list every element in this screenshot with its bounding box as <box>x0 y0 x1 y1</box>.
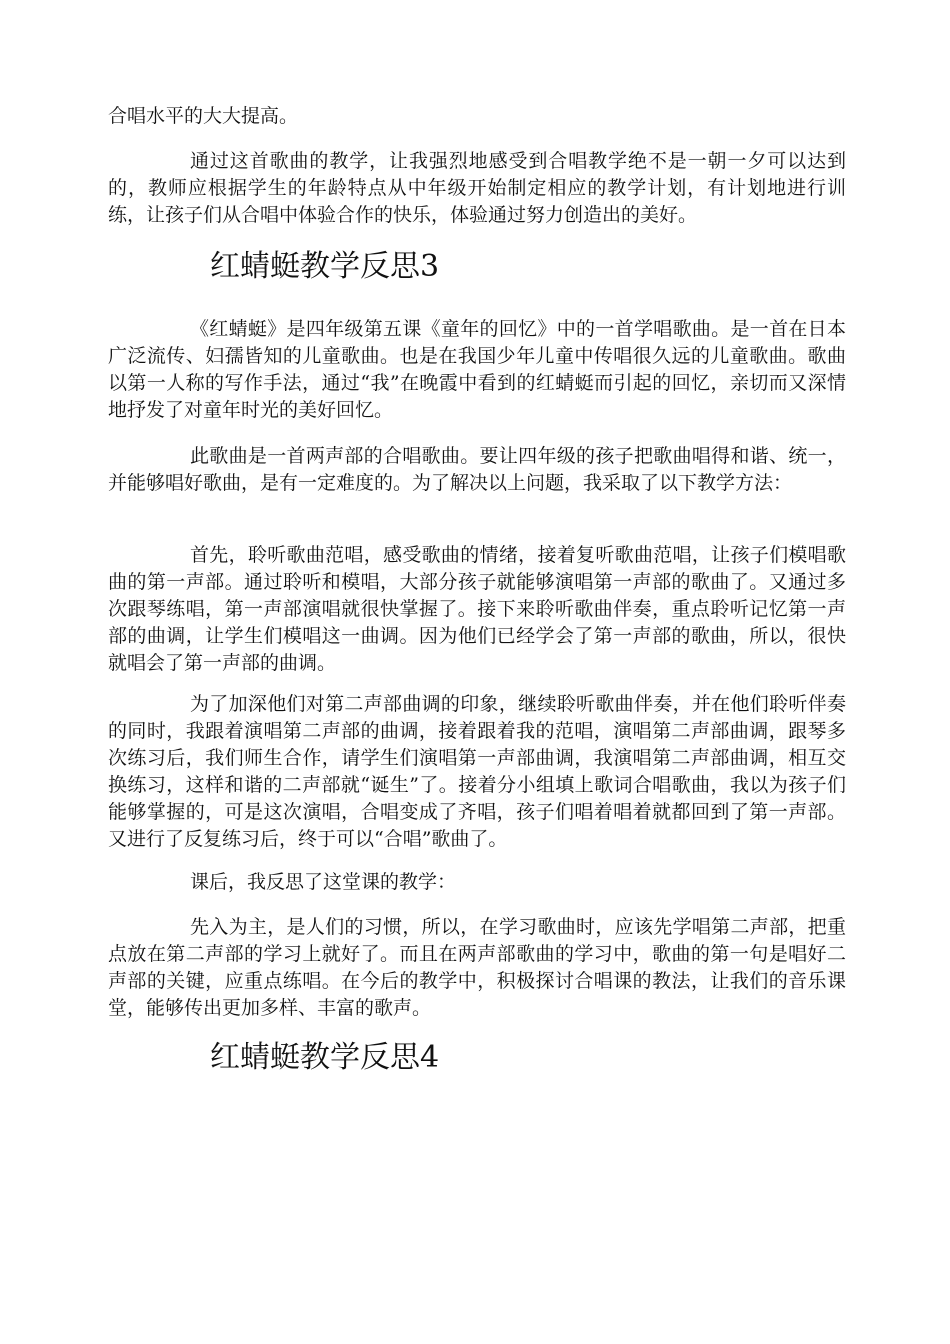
paragraph-method-second: 为了加深他们对第二声部曲调的印象，继续聆听歌曲伴奏，并在他们聆听伴奏的同时，我跟着演唱第二声部的曲调，接着跟着我的范唱，演唱第二声部曲调，跟琴多次练习后，我们师生合作，请学生们演唱第一声部曲调，我演唱第二声部曲调，相互交换练习，这样和谐的二声部就“诞生”了。接着分小组填上歌词合唱歌曲，我以为孩子们能够掌握的，可是这次演唱，合唱变成了齐唱，孩子们唱着唱着就都回到了第一声部。又进行了反复练习后，终于可以“合唱”歌曲了。 <box>108 693 846 850</box>
paragraph-reflection-intro: 课后，我反思了这堂课的教学： <box>190 871 457 893</box>
paragraph-continuation: 合唱水平的大大提高。 <box>108 105 299 127</box>
paragraph-intro: 《红蜻蜓》是四年级第五课《童年的回忆》中的一首学唱歌曲。是一首在日本广泛流传、妇孺皆知的儿童歌曲。也是在我国少年儿童中传唱很久远的儿童歌曲。歌曲以第一人称的写作手法，通过“我”在晚霞中看到的红蜻蜓而引起的回忆，亲切而又深情地抒发了对童年时光的美好回忆。 <box>108 318 846 421</box>
section-heading-4: 红蜻蜓教学反思4 <box>210 1040 440 1075</box>
section-heading-3: 红蜻蜓教学反思3 <box>210 249 440 284</box>
paragraph-reflection: 先入为主，是人们的习惯，所以，在学习歌曲时，应该先学唱第二声部，把重点放在第二声部的学习上就好了。而且在两声部歌曲的学习中，歌曲的第一句是唱好二声部的关键，应重点练唱。在今后的教学中，积极探讨合唱课的教法，让我们的音乐课堂，能够传出更加多样、丰富的歌声。 <box>108 916 846 1019</box>
paragraph-difficulty: 此歌曲是一首两声部的合唱歌曲。要让四年级的孩子把歌曲唱得和谐、统一，并能够唱好歌曲，是有一定难度的。为了解决以上问题，我采取了以下教学方法： <box>108 445 846 494</box>
paragraph-method-first: 首先，聆听歌曲范唱，感受歌曲的情绪，接着复听歌曲范唱，让孩子们模唱歌曲的第一声部。通过聆听和模唱，大部分孩子就能够演唱第一声部的歌曲了。又通过多次跟琴练唱，第一声部演唱就很快掌握了。接下来聆听歌曲伴奏，重点聆听记忆第一声部的曲调，让学生们模唱这一曲调。因为他们已经学会了第一声部的歌曲，所以，很快就唱会了第一声部的曲调。 <box>108 544 846 674</box>
paragraph-summary: 通过这首歌曲的教学，让我强烈地感受到合唱教学绝不是一朝一夕可以达到的，教师应根据学生的年龄特点从中年级开始制定相应的教学计划，有计划地进行训练，让孩子们从合唱中体验合作的快乐，体验通过努力创造出的美好。 <box>108 150 846 226</box>
